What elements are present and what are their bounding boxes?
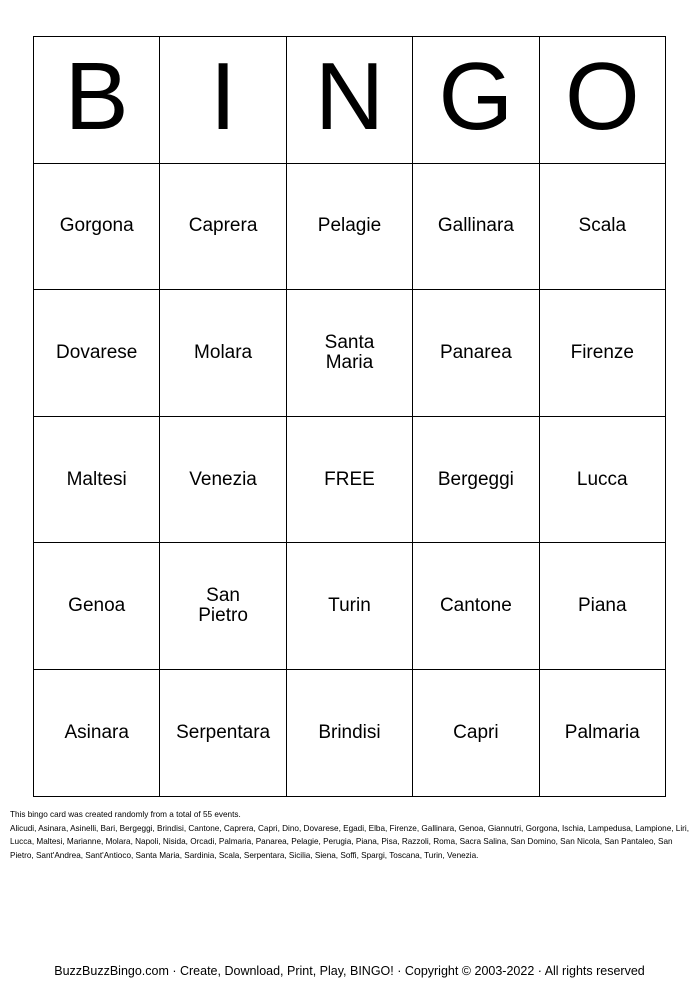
- header-letter-n: [286, 37, 412, 164]
- cell-label: Turin: [328, 595, 371, 617]
- header-letter: B: [64, 42, 129, 150]
- free-space-cell: [286, 416, 412, 543]
- bingo-cell: [539, 416, 665, 543]
- card-info: [10, 808, 690, 862]
- bingo-cell: [34, 669, 160, 796]
- cell-label: Maltesi: [66, 468, 127, 490]
- header-letter: I: [209, 42, 237, 150]
- event-list: Alicudi, Asinara, Asinelli, Bari, Bergeggi, Brindisi, Cantone, Caprera, Capri, Dino, Dovarese, Egadi, Elba, Firenze, Gallinara, Genoa, Giannutri, Gorgona, Ischia, Lampedusa, Lampione, Liri, Lucca, Maltesi, Marianne, Molara, Napoli, Nisida, Orcadi, Palmaria, Panarea, Pelagie, Perugia, Piana, Pisa, Razzoli, Roma, Sacra Salina, San Domino, San Nicola, San Pantaleo, San Pietro, Sant'Andrea, Sant'Antioco, Santa Maria, Sardinia, Scala, Serpentara, Sicilia, Siena, Soffi, Spargi, Toscana, Turin, Venezia.: [10, 823, 690, 860]
- cell-label: Lucca: [576, 468, 628, 490]
- free-space-label: FREE: [324, 468, 375, 490]
- site-footer: BuzzBuzzBingo.com · Create, Download, Print, Play, BINGO! · Copyright © 2003-2022 · All rights reserved: [54, 964, 645, 978]
- bingo-cell: [34, 163, 160, 290]
- bingo-cell: [286, 290, 412, 417]
- cell-label: Santa Maria: [324, 331, 375, 373]
- bingo-cell: [413, 543, 539, 670]
- cell-label: Dovarese: [56, 341, 138, 363]
- bingo-cell: [286, 163, 412, 290]
- cell-label: Pelagie: [317, 215, 382, 237]
- bingo-cell: [34, 543, 160, 670]
- cell-label: Brindisi: [318, 721, 381, 743]
- cell-label: Piana: [577, 595, 627, 617]
- bingo-cell: [539, 543, 665, 670]
- header-letter: O: [564, 42, 640, 150]
- bingo-cell: [413, 669, 539, 796]
- grid-row-5: [34, 669, 666, 796]
- bingo-cell: [539, 290, 665, 417]
- bingo-cell: [413, 416, 539, 543]
- cell-label: Gorgona: [59, 215, 134, 237]
- bingo-cell: [160, 416, 286, 543]
- cell-label: Genoa: [68, 595, 126, 617]
- header-letter: G: [438, 42, 514, 150]
- bingo-cell: [286, 543, 412, 670]
- cell-label: Capri: [453, 721, 499, 743]
- cell-label: San Pietro: [198, 585, 248, 627]
- cell-label: Asinara: [64, 721, 129, 743]
- bingo-cell: [160, 163, 286, 290]
- bingo-cell: [160, 290, 286, 417]
- header-letter: N: [314, 42, 385, 150]
- header-letter-o: [539, 37, 665, 164]
- header-letter-g: [413, 37, 539, 164]
- card-info-intro: This bingo card was created randomly from a total of 55 events.: [10, 810, 241, 819]
- grid-row-4: [34, 543, 666, 670]
- bingo-card: [33, 36, 666, 797]
- header-row: [34, 37, 666, 164]
- bingo-cell: [413, 163, 539, 290]
- bingo-cell: [286, 669, 412, 796]
- bingo-cell: [539, 163, 665, 290]
- bingo-cell: [160, 543, 286, 670]
- cell-label: Serpentara: [176, 721, 271, 743]
- grid-row-2: [34, 290, 666, 417]
- cell-label: Molara: [194, 341, 253, 363]
- cell-label: Firenze: [570, 341, 634, 363]
- bingo-cell: [34, 290, 160, 417]
- grid-row-3: [34, 416, 666, 543]
- bingo-cell: [413, 290, 539, 417]
- header-letter-i: [160, 37, 286, 164]
- cell-label: Panarea: [439, 341, 512, 363]
- cell-label: Cantone: [439, 595, 512, 617]
- bingo-cell: [539, 669, 665, 796]
- bingo-cell: [34, 416, 160, 543]
- header-letter-b: [34, 37, 160, 164]
- cell-label: Scala: [578, 215, 627, 237]
- cell-label: Gallinara: [437, 215, 514, 237]
- cell-label: Palmaria: [564, 721, 640, 743]
- cell-label: Venezia: [189, 468, 257, 490]
- grid-row-1: [34, 163, 666, 290]
- cell-label: Caprera: [188, 215, 258, 237]
- cell-label: Bergeggi: [437, 468, 514, 490]
- bingo-cell: [160, 669, 286, 796]
